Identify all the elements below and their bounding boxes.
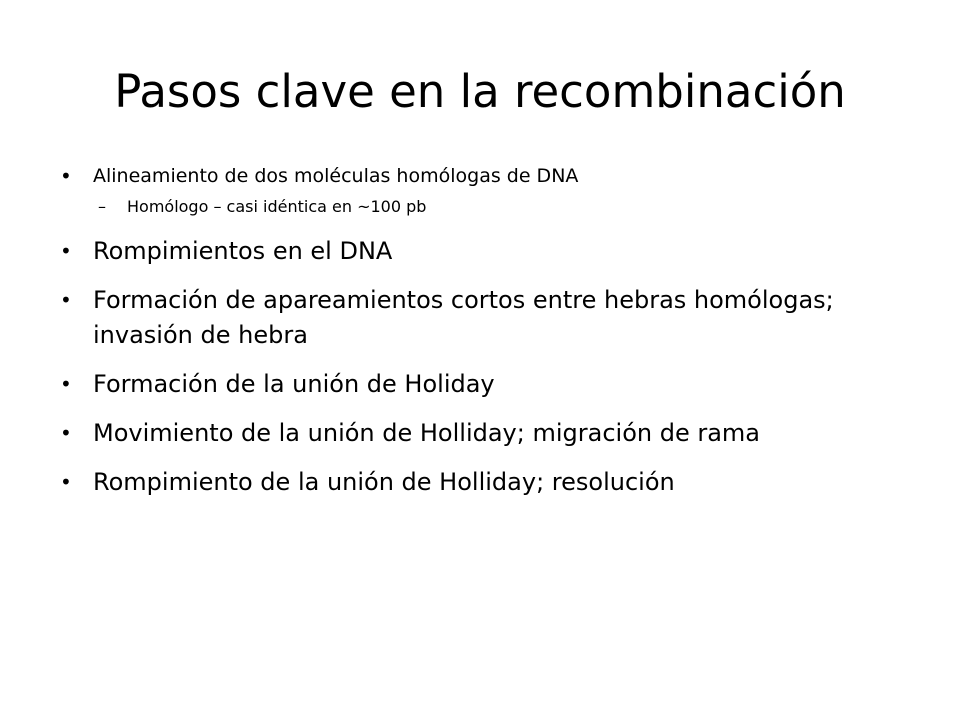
bullet-dot-icon: • — [60, 239, 72, 263]
bullet-item-apareamientos — [60, 283, 880, 353]
sub-bullet-item-homologo — [60, 194, 880, 220]
slide-title: Pasos clave en la recombinación — [114, 65, 846, 118]
bullet-list — [60, 158, 880, 514]
bullet-item-union-holiday — [60, 367, 880, 402]
bullet-text: Formación de la unión de Holiday — [93, 370, 495, 398]
sub-bullet-text: Homólogo – casi idéntica en ~100 pb — [127, 197, 427, 216]
bullet-dot-icon: • — [60, 470, 72, 494]
bullet-text: Rompimientos en el DNA — [93, 237, 393, 265]
bullet-dot-icon: • — [60, 421, 72, 445]
sub-bullet-dash-icon: – — [98, 197, 106, 216]
bullet-text: Rompimiento de la unión de Holliday; resolución — [93, 468, 675, 496]
bullet-item-rompimientos — [60, 234, 880, 269]
bullet-text: Alineamiento de dos moléculas homólogas de DNA — [93, 165, 579, 187]
bullet-dot-icon: • — [60, 372, 72, 396]
bullet-item-resolucion — [60, 465, 880, 500]
bullet-text: Formación de apareamientos cortos entre hebras homólogas; invasión de hebra — [93, 286, 834, 349]
bullet-dot-icon: • — [60, 288, 72, 312]
bullet-dot-icon: • — [60, 164, 72, 188]
bullet-item-movimiento — [60, 416, 880, 451]
bullet-item-alineamiento — [60, 158, 880, 194]
bullet-text: Movimiento de la unión de Holliday; migración de rama — [93, 419, 761, 447]
